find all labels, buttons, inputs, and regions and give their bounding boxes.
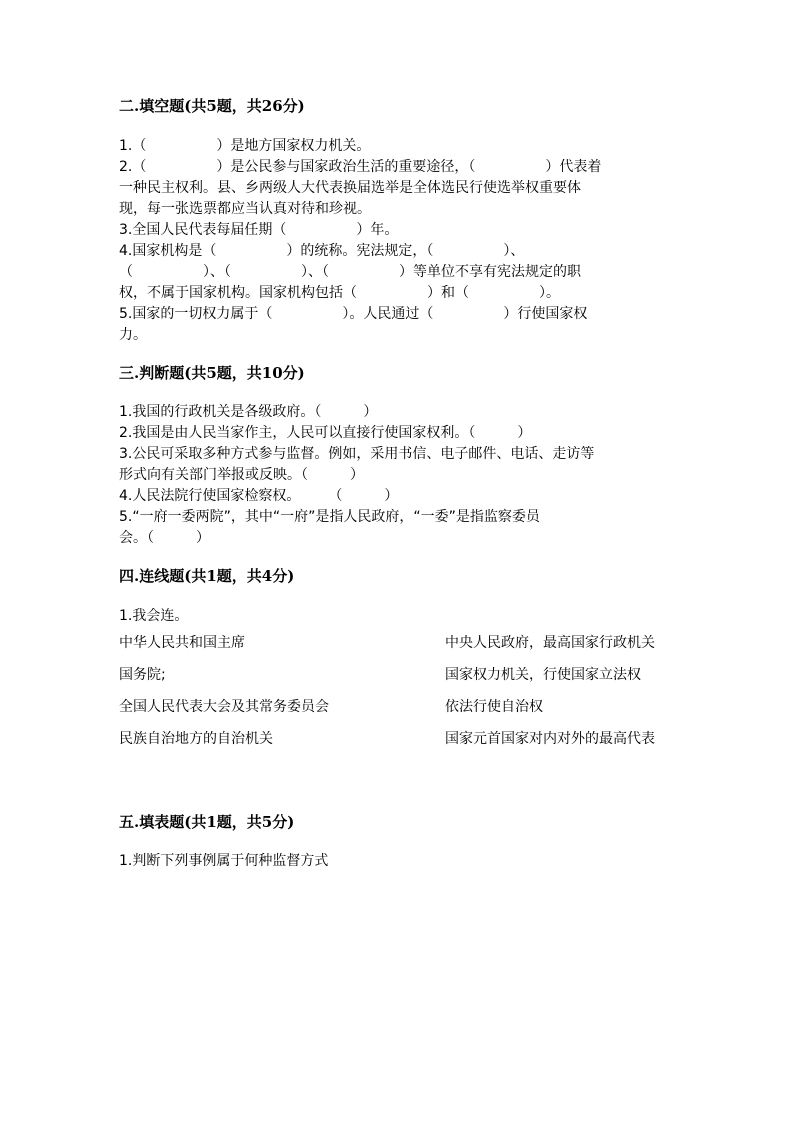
- fill-blank-line: 3.全国人民代表每届任期（ ）年。: [119, 222, 399, 238]
- section-table-title: 五.填表题(共1题，共5分): [119, 813, 295, 831]
- fill-blank-line: 2.（ ）是公民参与国家政治生活的重要途径，（ ）代表着: [119, 159, 602, 175]
- match-left-item: 国务院;: [119, 667, 166, 683]
- judge-line: 形式向有关部门举报或反映。（ ）: [119, 467, 364, 483]
- match-question: 1.我会连。: [119, 608, 189, 624]
- judge-line: 4.人民法院行使国家检察权。 （ ）: [119, 488, 399, 504]
- fill-blank-line: 现，每一张选票都应当认真对待和珍视。: [119, 201, 371, 217]
- judge-line: 会。（ ）: [119, 530, 210, 546]
- match-right-item: 国家元首国家对内对外的最高代表: [445, 731, 655, 747]
- match-left-item: 全国人民代表大会及其常务委员会: [119, 699, 329, 715]
- section-fill-blank-title: 二.填空题(共5题，共26分): [119, 97, 305, 115]
- fill-blank-line: 4.国家机构是（ ）的统称。宪法规定，（ ）、: [119, 243, 525, 259]
- fill-blank-line: 一种民主权利。县、乡两级人大代表换届选举是全体选民行使选举权重要体: [119, 180, 581, 196]
- match-right-item: 依法行使自治权: [445, 699, 543, 715]
- match-left-item: 中华人民共和国主席: [119, 635, 245, 651]
- table-question: 1.判断下列事例属于何种监督方式: [119, 853, 329, 869]
- match-right-item: 中央人民政府，最高国家行政机关: [445, 635, 655, 651]
- section-judge-title: 三.判断题(共5题，共10分): [119, 364, 305, 382]
- match-right-item: 国家权力机关，行使国家立法权: [445, 667, 641, 683]
- fill-blank-line: 5.国家的一切权力属于（ ）。人民通过（ ）行使国家权: [119, 306, 588, 322]
- fill-blank-line: 力。: [119, 327, 147, 343]
- judge-line: 2.我国是由人民当家作主，人民可以直接行使国家权利。（ ）: [119, 425, 532, 441]
- fill-blank-line: 1.（ ）是地方国家权力机关。: [119, 138, 371, 154]
- match-left-item: 民族自治地方的自治机关: [119, 731, 273, 747]
- section-match-title: 四.连线题(共1题，共4分): [119, 567, 295, 585]
- judge-line: 3.公民可采取多种方式参与监督。例如，采用书信、电子邮件、电话、走访等: [119, 446, 595, 462]
- judge-line: 5.“一府一委两院”，其中“一府”是指人民政府，“一委”是指监察委员: [119, 509, 540, 525]
- fill-blank-line: （ ）、（ ）、（ ）等单位不享有宪法规定的职: [119, 264, 581, 280]
- fill-blank-line: 权，不属于国家机构。国家机构包括（ ）和（ ）。: [119, 285, 560, 301]
- judge-line: 1.我国的行政机关是各级政府。（ ）: [119, 404, 378, 420]
